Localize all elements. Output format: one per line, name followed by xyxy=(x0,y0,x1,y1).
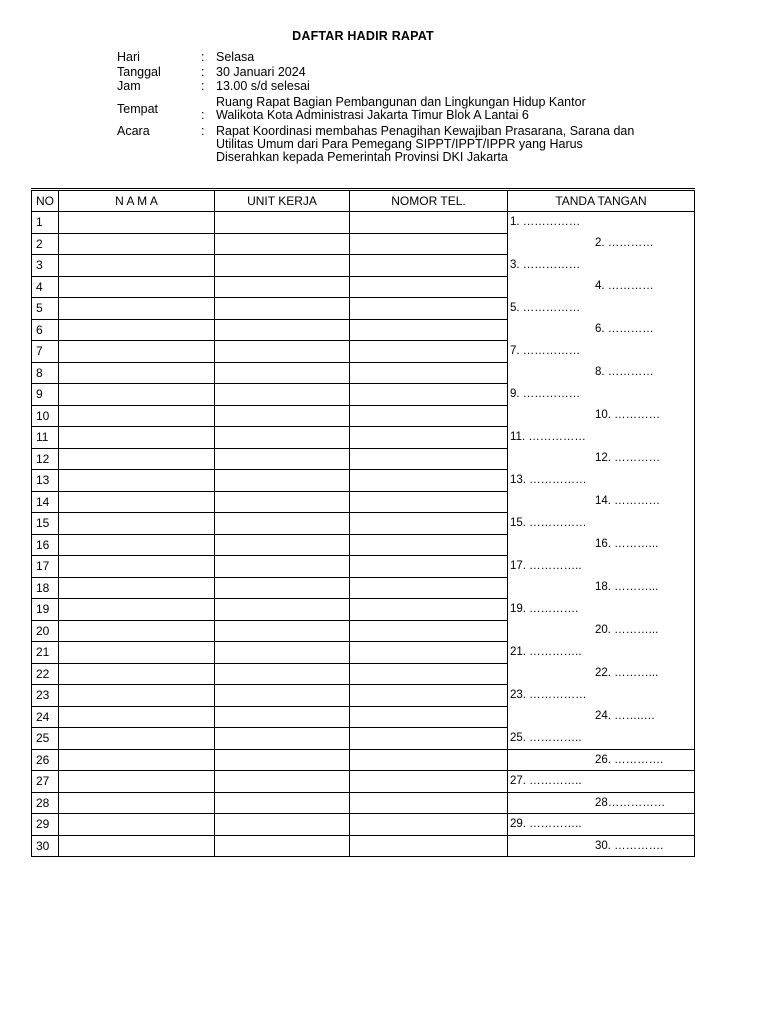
unit-kerja-cell[interactable] xyxy=(215,255,350,277)
name-cell[interactable] xyxy=(59,771,215,793)
unit-kerja-cell[interactable] xyxy=(215,276,350,298)
table-row xyxy=(32,749,695,771)
name-cell[interactable] xyxy=(59,642,215,664)
signature-cell[interactable] xyxy=(508,319,695,341)
row-number: 19 xyxy=(32,599,59,621)
table-row xyxy=(32,534,695,556)
name-cell[interactable] xyxy=(59,470,215,492)
signature-line: 23. …………… xyxy=(510,688,587,701)
table-row xyxy=(32,556,695,578)
signature-cell[interactable] xyxy=(508,384,695,406)
header-nama: N A M A xyxy=(59,190,215,212)
phone-cell[interactable] xyxy=(350,384,508,406)
signature-line: 25. ………….. xyxy=(510,731,582,744)
phone-cell[interactable] xyxy=(350,620,508,642)
row-number: 2 xyxy=(32,233,59,255)
phone-cell[interactable] xyxy=(350,255,508,277)
table-row xyxy=(32,427,695,449)
unit-kerja-cell[interactable] xyxy=(215,835,350,857)
name-cell[interactable] xyxy=(59,663,215,685)
name-cell[interactable] xyxy=(59,599,215,621)
info-colon: : xyxy=(201,65,205,79)
table-row xyxy=(32,212,695,234)
name-cell[interactable] xyxy=(59,814,215,836)
signature-line: 20. ………... xyxy=(595,624,659,636)
unit-kerja-cell[interactable] xyxy=(215,362,350,384)
name-cell[interactable] xyxy=(59,749,215,771)
phone-cell[interactable] xyxy=(350,749,508,771)
signature-line: 2. ………… xyxy=(595,237,654,249)
signature-line: 27. ………….. xyxy=(510,775,582,787)
phone-cell[interactable] xyxy=(350,427,508,449)
name-cell[interactable] xyxy=(59,706,215,728)
unit-kerja-cell[interactable] xyxy=(215,599,350,621)
table-row xyxy=(32,642,695,664)
name-cell[interactable] xyxy=(59,405,215,427)
table-row xyxy=(32,298,695,320)
table-row xyxy=(32,384,695,406)
signature-line: 18. ………... xyxy=(595,581,659,593)
info-colon: : xyxy=(201,79,205,93)
name-cell[interactable] xyxy=(59,255,215,277)
row-number: 16 xyxy=(32,534,59,556)
signature-cell[interactable] xyxy=(508,427,695,449)
signature-cell[interactable] xyxy=(508,448,695,470)
unit-kerja-cell[interactable] xyxy=(215,642,350,664)
row-number: 3 xyxy=(32,255,59,277)
row-number: 12 xyxy=(32,448,59,470)
table-row xyxy=(32,620,695,642)
row-number: 26 xyxy=(32,749,59,771)
unit-kerja-cell[interactable] xyxy=(215,706,350,728)
unit-kerja-cell[interactable] xyxy=(215,427,350,449)
name-cell[interactable] xyxy=(59,792,215,814)
name-cell[interactable] xyxy=(59,448,215,470)
table-row xyxy=(32,405,695,427)
phone-cell[interactable] xyxy=(350,577,508,599)
info-value: Utilitas Umum dari Para Pemegang SIPPT/IPPT/IPPR yang Harus xyxy=(216,137,583,151)
table-row xyxy=(32,814,695,836)
name-cell[interactable] xyxy=(59,534,215,556)
phone-cell[interactable] xyxy=(350,362,508,384)
row-number: 10 xyxy=(32,405,59,427)
table-row xyxy=(32,341,695,363)
signature-cell[interactable] xyxy=(508,491,695,513)
info-label: Hari xyxy=(117,50,140,64)
name-cell[interactable] xyxy=(59,319,215,341)
phone-cell[interactable] xyxy=(350,534,508,556)
signature-cell[interactable] xyxy=(508,642,695,664)
unit-kerja-cell[interactable] xyxy=(215,491,350,513)
header-no: NO xyxy=(32,190,59,212)
signature-line: 1. …………… xyxy=(510,216,581,228)
table-row xyxy=(32,771,695,793)
signature-cell[interactable] xyxy=(508,749,695,771)
unit-kerja-cell[interactable] xyxy=(215,663,350,685)
signature-line: 6. ………… xyxy=(595,323,654,335)
info-value: Selasa xyxy=(216,50,255,64)
row-number: 28 xyxy=(32,792,59,814)
table-row xyxy=(32,706,695,728)
signature-line: 24. ……..… xyxy=(595,710,656,722)
row-number: 5 xyxy=(32,298,59,320)
signature-cell[interactable] xyxy=(508,470,695,492)
unit-kerja-cell[interactable] xyxy=(215,620,350,642)
signature-cell[interactable] xyxy=(508,405,695,427)
phone-cell[interactable] xyxy=(350,513,508,535)
signature-cell[interactable] xyxy=(508,233,695,255)
name-cell[interactable] xyxy=(59,427,215,449)
signature-cell[interactable] xyxy=(508,835,695,857)
phone-cell[interactable] xyxy=(350,491,508,513)
phone-cell[interactable] xyxy=(350,771,508,793)
row-number: 9 xyxy=(32,384,59,406)
signature-line: 15. …………… xyxy=(510,516,587,529)
table-row xyxy=(32,599,695,621)
table-row xyxy=(32,319,695,341)
signature-line: 11. …………… xyxy=(510,430,586,443)
unit-kerja-cell[interactable] xyxy=(215,341,350,363)
signature-line: 21. ………….. xyxy=(510,645,582,658)
row-number: 14 xyxy=(32,491,59,513)
signature-line: 5. …………… xyxy=(510,301,581,314)
row-number: 30 xyxy=(32,835,59,857)
header-nomor-tel: NOMOR TEL. xyxy=(350,190,508,212)
phone-cell[interactable] xyxy=(350,233,508,255)
signature-cell[interactable] xyxy=(508,298,695,320)
phone-cell[interactable] xyxy=(350,685,508,707)
signature-line: 7. …………… xyxy=(510,344,581,357)
info-colon: : xyxy=(201,50,205,64)
info-label: Tanggal xyxy=(117,65,161,79)
name-cell[interactable] xyxy=(59,620,215,642)
info-value: Diserahkan kepada Pemerintah Provinsi DKI Jakarta xyxy=(216,150,508,164)
info-label: Acara xyxy=(117,124,150,138)
name-cell[interactable] xyxy=(59,233,215,255)
info-colon: : xyxy=(201,124,205,138)
signature-line: 13. …………… xyxy=(510,473,587,486)
phone-cell[interactable] xyxy=(350,728,508,750)
signature-cell[interactable] xyxy=(508,362,695,384)
info-colon: : xyxy=(201,108,205,122)
phone-cell[interactable] xyxy=(350,706,508,728)
row-number: 21 xyxy=(32,642,59,664)
table-row xyxy=(32,835,695,857)
unit-kerja-cell[interactable] xyxy=(215,212,350,234)
row-number: 13 xyxy=(32,470,59,492)
unit-kerja-cell[interactable] xyxy=(215,298,350,320)
signature-cell[interactable] xyxy=(508,534,695,556)
row-number: 1 xyxy=(32,212,59,234)
header-tanda-tangan: TANDA TANGAN xyxy=(508,190,695,212)
row-number: 11 xyxy=(32,427,59,449)
name-cell[interactable] xyxy=(59,728,215,750)
phone-cell[interactable] xyxy=(350,792,508,814)
phone-cell[interactable] xyxy=(350,835,508,857)
phone-cell[interactable] xyxy=(350,276,508,298)
document-title: DAFTAR HADIR RAPAT xyxy=(292,29,434,43)
signature-cell[interactable] xyxy=(508,255,695,277)
unit-kerja-cell[interactable] xyxy=(215,534,350,556)
table-row xyxy=(32,663,695,685)
row-number: 24 xyxy=(32,706,59,728)
row-number: 18 xyxy=(32,577,59,599)
signature-line: 17. ………….. xyxy=(510,559,582,572)
name-cell[interactable] xyxy=(59,491,215,513)
unit-kerja-cell[interactable] xyxy=(215,814,350,836)
info-value: Ruang Rapat Bagian Pembangunan dan Lingkungan Hidup Kantor xyxy=(216,95,586,109)
table-row xyxy=(32,491,695,513)
name-cell[interactable] xyxy=(59,298,215,320)
phone-cell[interactable] xyxy=(350,212,508,234)
row-number: 8 xyxy=(32,362,59,384)
info-value: Walikota Kota Administrasi Jakarta Timur Blok A Lantai 6 xyxy=(216,108,529,122)
name-cell[interactable] xyxy=(59,362,215,384)
table-row xyxy=(32,577,695,599)
name-cell[interactable] xyxy=(59,513,215,535)
info-value: 13.00 s/d selesai xyxy=(216,79,310,93)
table-row xyxy=(32,362,695,384)
signature-line: 10. ………… xyxy=(595,409,661,421)
row-number: 27 xyxy=(32,771,59,793)
signature-line: 3. …………… xyxy=(510,258,581,271)
unit-kerja-cell[interactable] xyxy=(215,556,350,578)
table-row xyxy=(32,276,695,298)
signature-cell[interactable] xyxy=(508,599,695,621)
name-cell[interactable] xyxy=(59,835,215,857)
phone-cell[interactable] xyxy=(350,663,508,685)
unit-kerja-cell[interactable] xyxy=(215,577,350,599)
table-row xyxy=(32,233,695,255)
phone-cell[interactable] xyxy=(350,448,508,470)
phone-cell[interactable] xyxy=(350,298,508,320)
unit-kerja-cell[interactable] xyxy=(215,319,350,341)
row-number: 29 xyxy=(32,814,59,836)
header-unit-kerja: UNIT KERJA xyxy=(215,190,350,212)
row-number: 15 xyxy=(32,513,59,535)
unit-kerja-cell[interactable] xyxy=(215,749,350,771)
signature-line: 4. ………… xyxy=(595,280,654,292)
signature-line: 14. ………… xyxy=(595,495,661,507)
signature-line: 30. …………. xyxy=(595,839,664,852)
signature-cell[interactable] xyxy=(508,556,695,578)
row-number: 4 xyxy=(32,276,59,298)
info-label: Tempat xyxy=(117,102,158,116)
table-header-row xyxy=(32,190,695,212)
signature-cell[interactable] xyxy=(508,706,695,728)
name-cell[interactable] xyxy=(59,384,215,406)
signature-cell[interactable] xyxy=(508,771,695,793)
info-label: Jam xyxy=(117,79,141,93)
attendance-rows xyxy=(32,212,695,857)
table-row xyxy=(32,513,695,535)
row-number: 20 xyxy=(32,620,59,642)
row-number: 7 xyxy=(32,341,59,363)
phone-cell[interactable] xyxy=(350,556,508,578)
signature-cell[interactable] xyxy=(508,663,695,685)
unit-kerja-cell[interactable] xyxy=(215,448,350,470)
info-value: Rapat Koordinasi membahas Penagihan Kewajiban Prasarana, Sarana dan xyxy=(216,124,635,138)
signature-line: 19. …………. xyxy=(510,602,579,615)
name-cell[interactable] xyxy=(59,341,215,363)
table-row xyxy=(32,728,695,750)
signature-cell[interactable] xyxy=(508,685,695,707)
unit-kerja-cell[interactable] xyxy=(215,771,350,793)
unit-kerja-cell[interactable] xyxy=(215,792,350,814)
signature-cell[interactable] xyxy=(508,577,695,599)
unit-kerja-cell[interactable] xyxy=(215,513,350,535)
unit-kerja-cell[interactable] xyxy=(215,384,350,406)
signature-cell[interactable] xyxy=(508,620,695,642)
phone-cell[interactable] xyxy=(350,405,508,427)
table-row xyxy=(32,470,695,492)
unit-kerja-cell[interactable] xyxy=(215,233,350,255)
signature-line: 28…………… xyxy=(595,796,666,809)
signature-cell[interactable] xyxy=(508,814,695,836)
signature-cell[interactable] xyxy=(508,212,695,234)
phone-cell[interactable] xyxy=(350,341,508,363)
signature-line: 22. ………... xyxy=(595,667,659,679)
table-row xyxy=(32,255,695,277)
unit-kerja-cell[interactable] xyxy=(215,685,350,707)
table-row xyxy=(32,685,695,707)
signature-cell[interactable] xyxy=(508,728,695,750)
row-number: 22 xyxy=(32,663,59,685)
signature-cell[interactable] xyxy=(508,513,695,535)
name-cell[interactable] xyxy=(59,276,215,298)
row-number: 17 xyxy=(32,556,59,578)
attendance-table xyxy=(31,188,695,857)
name-cell[interactable] xyxy=(59,577,215,599)
signature-line: 9. …………… xyxy=(510,387,581,400)
signature-line: 29. ………….. xyxy=(510,818,582,830)
name-cell[interactable] xyxy=(59,556,215,578)
row-number: 25 xyxy=(32,728,59,750)
signature-line: 8. ………… xyxy=(595,366,654,378)
info-value: 30 Januari 2024 xyxy=(216,65,306,79)
phone-cell[interactable] xyxy=(350,470,508,492)
signature-cell[interactable] xyxy=(508,341,695,363)
table-row xyxy=(32,448,695,470)
unit-kerja-cell[interactable] xyxy=(215,405,350,427)
name-cell[interactable] xyxy=(59,212,215,234)
name-cell[interactable] xyxy=(59,685,215,707)
unit-kerja-cell[interactable] xyxy=(215,470,350,492)
phone-cell[interactable] xyxy=(350,319,508,341)
signature-line: 26. …………. xyxy=(595,753,664,766)
phone-cell[interactable] xyxy=(350,814,508,836)
phone-cell[interactable] xyxy=(350,599,508,621)
row-number: 6 xyxy=(32,319,59,341)
signature-cell[interactable] xyxy=(508,792,695,814)
unit-kerja-cell[interactable] xyxy=(215,728,350,750)
signature-line: 12. ………… xyxy=(595,452,661,464)
signature-line: 16. ………... xyxy=(595,538,659,550)
signature-cell[interactable] xyxy=(508,276,695,298)
row-number: 23 xyxy=(32,685,59,707)
phone-cell[interactable] xyxy=(350,642,508,664)
table-row xyxy=(32,792,695,814)
